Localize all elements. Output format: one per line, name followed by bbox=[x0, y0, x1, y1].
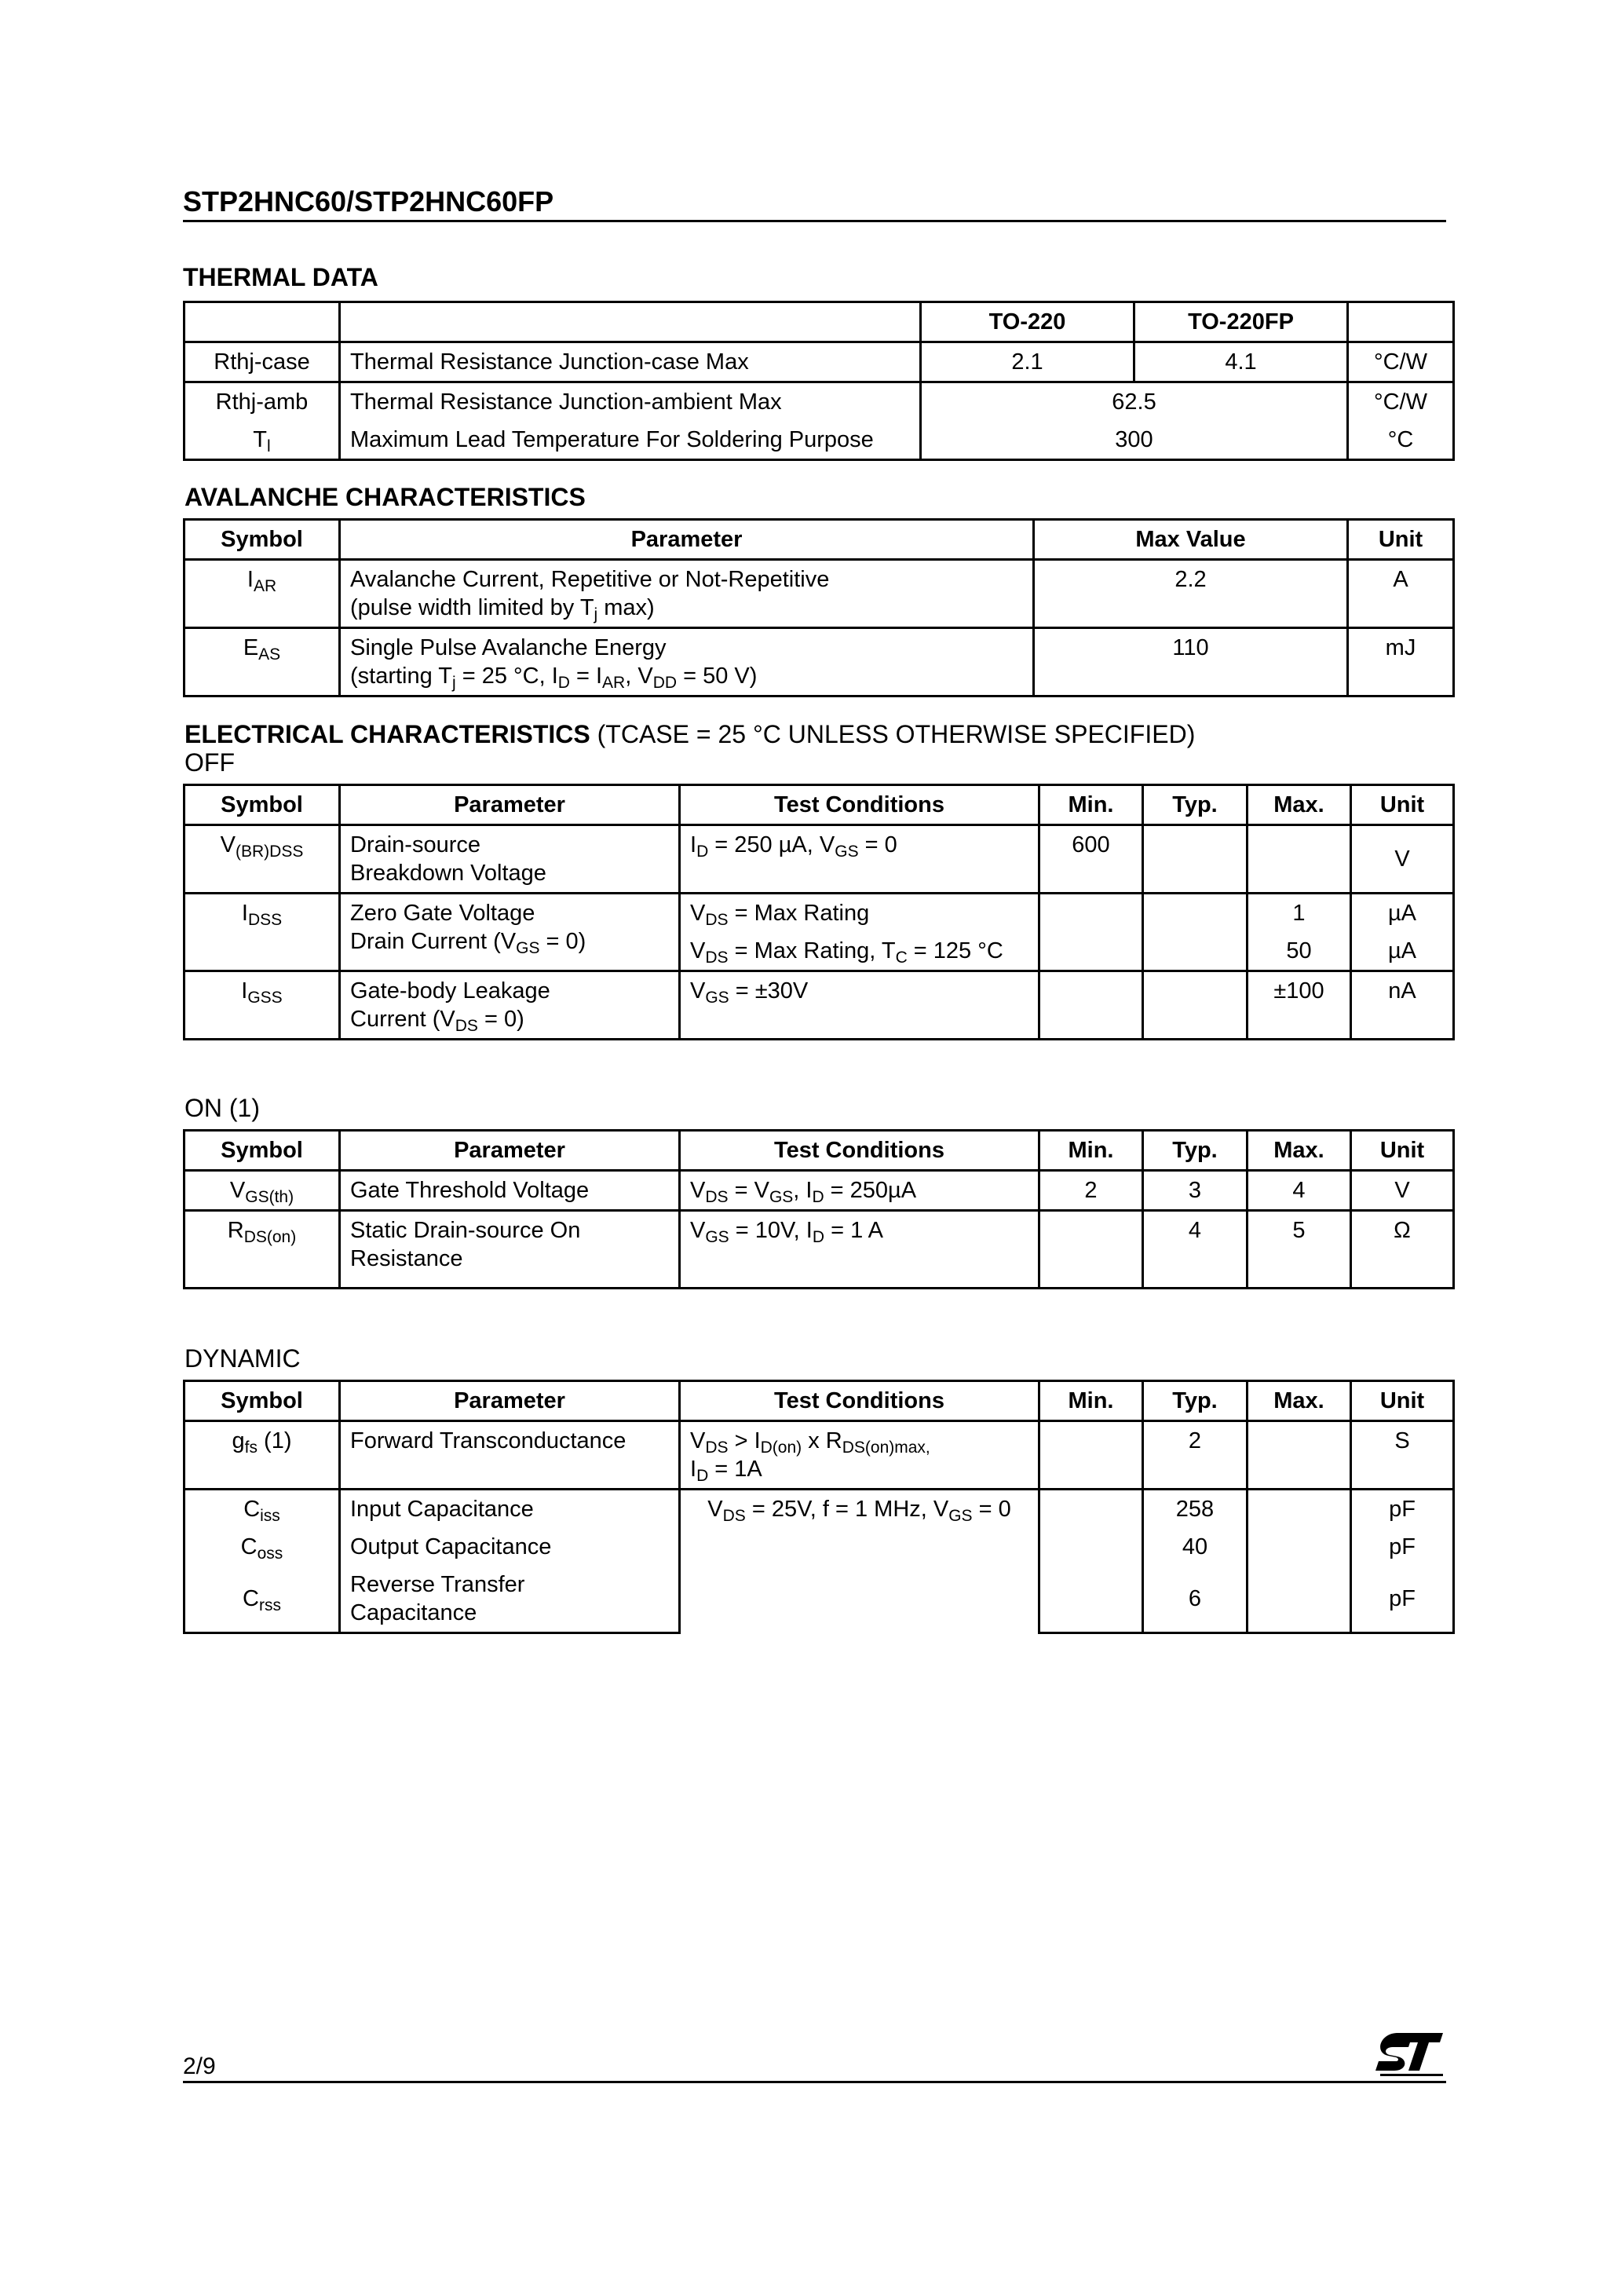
table-row: Rthj-amb Thermal Resistance Junction-ambient Max 62.5 °C/W bbox=[184, 382, 1454, 422]
off-table: Symbol Parameter Test Conditions Min. Typ. Max. Unit $V_{(BR)DSS}$ Drain-source Breakdown Voltage $I_D = 250$ µA, $V_{GS} = 0$ 600 V $I_{DSS}$ Zero Gate Voltage Drain Current $(V_{GS} = 0)$ $V_{DS}$ = Max Rating 1 µA $V_{DS}$ = Max Rating, $T_C = 125$ °C 50 µA $I_{GSS}$ Gate-body Leakage Current $(V_{DS} = 0)$ $V_{GS} = \pm 30V$ ±100 nA bbox=[183, 784, 1455, 1040]
page-number: 2/9 bbox=[183, 2053, 216, 2079]
thermal-data-table bbox=[183, 301, 1455, 461]
footer-rule bbox=[183, 2081, 1446, 2083]
table-row: $C_{iss}$ Input Capacitance $V_{DS} = 25V$, f = 1 MHz, $V_{GS} = 0$ 258 pF bbox=[184, 1490, 1454, 1529]
table-row: $V_{(BR)DSS}$ Drain-source Breakdown Voltage $I_D = 250$ µA, $V_{GS} = 0$ 600 V bbox=[184, 825, 1454, 894]
table-row: $I_{GSS}$ Gate-body Leakage Current $(V_{DS} = 0)$ $V_{GS} = \pm 30V$ ±100 nA bbox=[184, 971, 1454, 1040]
dynamic-table: Symbol Parameter Test Conditions Min. Typ. Max. Unit $g_{fs}$ (1) Forward Transconductance $V_{DS} > I_{D(on)}$ x $R_{DS(on)max,}$ $I_D = 1A$ 2 S $C_{iss}$ Input Capacitance $V_{DS} = 25V$, f = 1 MHz, $V_{GS} = 0$ 258 pF $C_{oss}$ Output Capacitance 40 pF $C_{rss}$ Reverse Transfer Capacitance 6 pF bbox=[183, 1380, 1455, 1634]
table-row: $g_{fs}$ (1) Forward Transconductance $V_{DS} > I_{D(on)}$ x $R_{DS(on)max,}$ $I_D = 1A$ 2 S bbox=[184, 1421, 1454, 1490]
dynamic-subtitle: DYNAMIC bbox=[184, 1344, 301, 1373]
table-row: $I_{AR}$ Avalanche Current, Repetitive or Not-Repetitive (pulse width limited by $T_j$ max) 2.2 A bbox=[184, 560, 1454, 628]
table-row: $C_{rss}$ Reverse Transfer Capacitance 6 pF bbox=[184, 1566, 1454, 1633]
header-rule bbox=[183, 220, 1446, 222]
table-row: $T_l$ Maximum Lead Temperature For Soldering Purpose 300 °C bbox=[184, 421, 1454, 460]
table-row: Rthj-case Thermal Resistance Junction-case Max 2.1 4.1 °C/W bbox=[184, 342, 1454, 382]
thermal-data-title: THERMAL DATA bbox=[183, 263, 378, 291]
page-header-title: STP2HNC60/STP2HNC60FP bbox=[183, 185, 554, 218]
on-subtitle: ON (1) bbox=[184, 1094, 260, 1122]
avalanche-table: Symbol Parameter Max Value Unit $I_{AR}$ Avalanche Current, Repetitive or Not-Repetitive (pulse width limited by $T_j$ max) 2.2 A $E_{AS}$ Single Pulse Avalanche Energy (starting $T_j = 25$ °C, $I_D = I_{AR}$, $V_{DD} = 50$ V) 110 mJ bbox=[183, 518, 1455, 697]
thermal-col-to220: TO-220 bbox=[921, 302, 1134, 342]
table-row: $V_{GS(th)}$ Gate Threshold Voltage $V_{DS} = V_{GS}$, $I_D = 250\mu A$ 2 3 4 V bbox=[184, 1171, 1454, 1211]
st-logo-icon bbox=[1374, 2030, 1446, 2078]
off-subtitle: OFF bbox=[184, 748, 235, 777]
electrical-characteristics-title: ELECTRICAL CHARACTERISTICS (TCASE = 25 °C UNLESS OTHERWISE SPECIFIED) bbox=[184, 720, 1196, 748]
thermal-header-empty-2 bbox=[340, 302, 921, 342]
table-row: $C_{oss}$ Output Capacitance 40 pF bbox=[184, 1528, 1454, 1566]
thermal-header-empty-3 bbox=[1348, 302, 1454, 342]
table-row: $V_{DS}$ = Max Rating, $T_C = 125$ °C 50 µA bbox=[184, 932, 1454, 971]
on-table: Symbol Parameter Test Conditions Min. Typ. Max. Unit $V_{GS(th)}$ Gate Threshold Voltage $V_{DS} = V_{GS}$, $I_D = 250\mu A$ 2 3 4 V $R_{DS(on)}$ Static Drain-source On Resistance $V_{GS} = 10V$, $I_D = 1$ A 4 5 Ω bbox=[183, 1129, 1455, 1289]
table-row: $R_{DS(on)}$ Static Drain-source On Resistance $V_{GS} = 10V$, $I_D = 1$ A 4 5 Ω bbox=[184, 1211, 1454, 1289]
table-row: $I_{DSS}$ Zero Gate Voltage Drain Current $(V_{GS} = 0)$ $V_{DS}$ = Max Rating 1 µA bbox=[184, 894, 1454, 933]
table-row: $E_{AS}$ Single Pulse Avalanche Energy (starting $T_j = 25$ °C, $I_D = I_{AR}$, $V_{DD} = 50$ V) 110 mJ bbox=[184, 628, 1454, 696]
thermal-header-empty-1 bbox=[184, 302, 340, 342]
avalanche-title: AVALANCHE CHARACTERISTICS bbox=[184, 483, 586, 511]
thermal-col-to220fp: TO-220FP bbox=[1134, 302, 1348, 342]
